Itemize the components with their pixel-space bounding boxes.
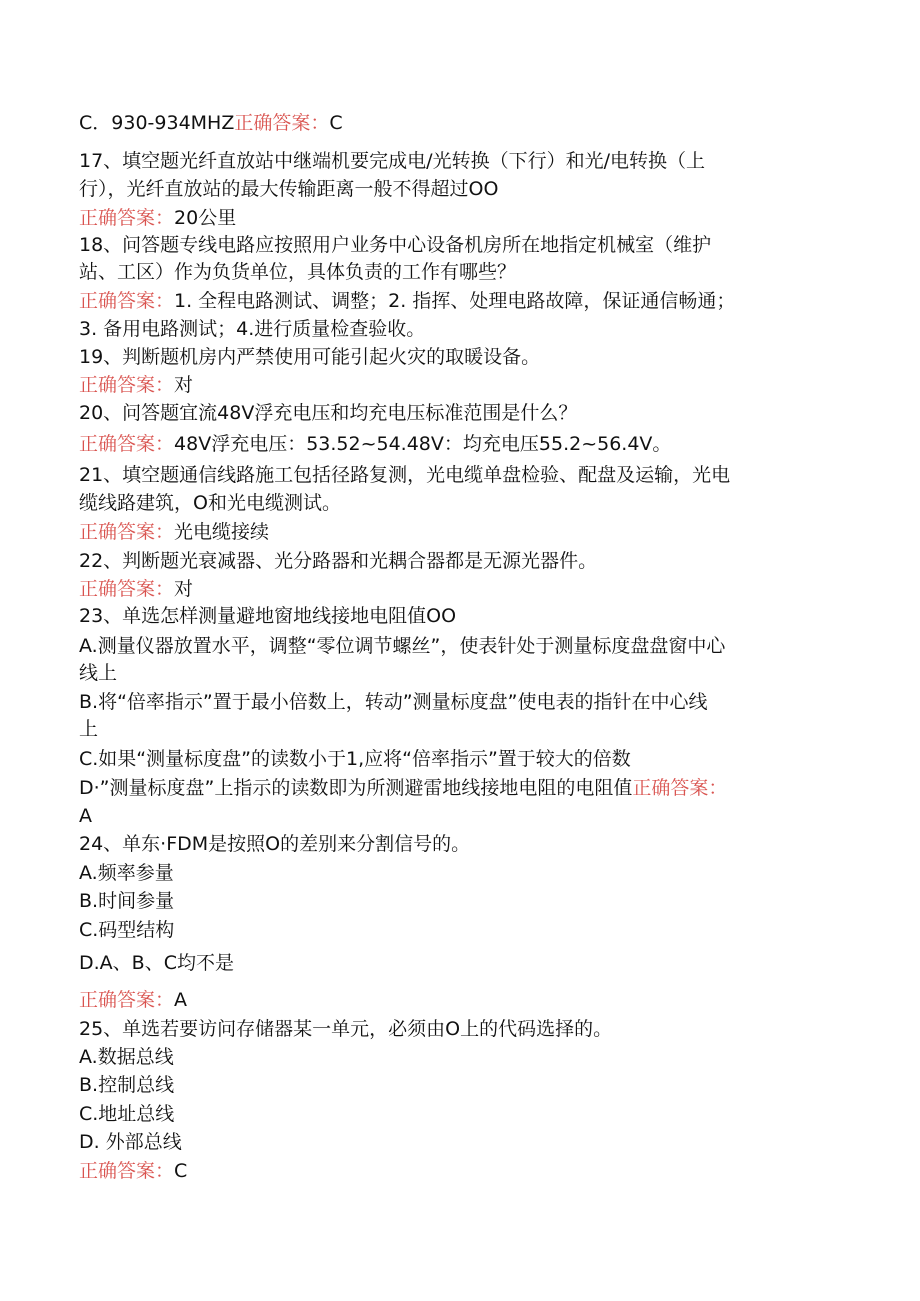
q23-option-c: C.如果“测量标度盘”的读数小于1,应将“倍率指示”置于较大的倍数 (79, 748, 631, 770)
q22-answer-label: 正确答案： (79, 578, 175, 600)
q24-answer: A (174, 989, 188, 1011)
q24-question-line1: 24、单东·FDM是按照O的差别来分割信号的。 (79, 833, 471, 855)
q25-answer: C (174, 1160, 188, 1182)
q17-question-line2: 行），光纤直放站的最大传输距离一般不得超过OO (79, 178, 499, 200)
q19-answer: 对 (174, 374, 194, 396)
q24-option-b: B.时间参量 (79, 890, 175, 912)
q25-option-c: C.地址总线 (79, 1103, 175, 1125)
q25-option-b: B.控制总线 (79, 1074, 175, 1096)
q22-answer-line (79, 576, 839, 602)
q19-question-line1: 19、判断题机房内严禁使用可能引起火灾的取暖设备。 (79, 346, 541, 368)
q18-question-line1: 18、问答题专线电路应按照用户业务中心设备机房所在地指定机械室（维护 (79, 234, 712, 256)
q18-answer-part1: 1. 全程电路测试、调整；2. 指挥、处理电路故障，保证通信畅通； (174, 290, 736, 312)
q21-question-line2: 缆线路建筑，O和光电缆测试。 (79, 492, 341, 514)
q23-option-d-line (79, 775, 839, 801)
q16-answer: C (329, 112, 343, 134)
q24-option-d: D.A、B、C均不是 (79, 952, 234, 974)
q22-question-line1: 22、判断题光衰减器、光分路器和光耦合器都是无源光器件。 (79, 550, 598, 572)
q23-answer-label: 正确答案： (632, 777, 728, 799)
q18-answer-label: 正确答案： (79, 290, 175, 312)
q16-answer-label: 正确答案： (234, 112, 330, 134)
q20-answer-line (79, 431, 839, 457)
q20-answer-label: 正确答案： (79, 433, 175, 455)
q25-option-a: A.数据总线 (79, 1046, 174, 1068)
q23-answer: A (79, 805, 92, 827)
q21-answer-label: 正确答案： (79, 521, 175, 543)
q18-question-line2: 站、工区）作为负货单位，具体负责的工作有哪些？ (79, 261, 517, 283)
q23-question-line1: 23、单选怎样测量避地窗地线接地电阻值OO (79, 605, 457, 627)
q25-answer-line (79, 1158, 839, 1184)
q19-answer-line (79, 372, 839, 398)
q19-answer-label: 正确答案： (79, 374, 175, 396)
q21-answer-line (79, 519, 839, 545)
q23-option-d: D·”测量标度盘”上指示的读数即为所测避雷地线接地电阻的电阻值 (79, 777, 633, 799)
q23-option-b-line1: B.将“倍率指示”置于最小倍数上，转动”测量标度盘”使电表的指针在中心线 (79, 691, 708, 713)
q16-option-c-line (79, 110, 839, 136)
q21-question-line1: 21、填空题通信线路施工包括径路复测，光电缆单盘检验、配盘及运输，光电 (79, 464, 731, 486)
q25-answer-label: 正确答案： (79, 1160, 175, 1182)
q24-answer-line (79, 987, 839, 1013)
q21-answer: 光电缆接续 (174, 521, 270, 543)
q25-option-d: D. 外部总线 (79, 1131, 182, 1153)
q24-answer-label: 正确答案： (79, 989, 175, 1011)
q24-option-a: A.频率参量 (79, 862, 174, 884)
q18-answer-line1 (79, 288, 839, 314)
q20-question-line1: 20、问答题宜流48V浮充电压和均充电压标准范围是什么？ (79, 402, 578, 424)
q22-answer: 对 (174, 578, 194, 600)
q23-option-b-line2: 上 (79, 718, 99, 740)
q20-answer: 48V浮充电压：53.52~54.48V：均充电压55.2~56.4V。 (174, 433, 672, 455)
q24-option-c: C.码型结构 (79, 919, 175, 941)
q23-option-a-line2: 线上 (79, 662, 118, 684)
q17-answer-label: 正确答案： (79, 207, 175, 229)
q25-question-line1: 25、单选若要访问存储器某一单元，必须由O上的代码选择的。 (79, 1018, 613, 1040)
q16-option-c: C．930-934MHZ (79, 112, 235, 134)
q18-answer-line2: 3. 备用电路测试；4.进行质量检查验收。 (79, 318, 426, 340)
q17-answer-line (79, 205, 839, 231)
q17-question-line1: 17、填空题光纤直放站中继端机要完成电/光转换（下行）和光/电转换（上 (79, 150, 705, 172)
q23-option-a-line1: A.测量仪器放置水平，调整“零位调节螺丝”，使表针处于测量标度盘盘窗中心 (79, 635, 726, 657)
q17-answer: 20公里 (174, 207, 237, 229)
